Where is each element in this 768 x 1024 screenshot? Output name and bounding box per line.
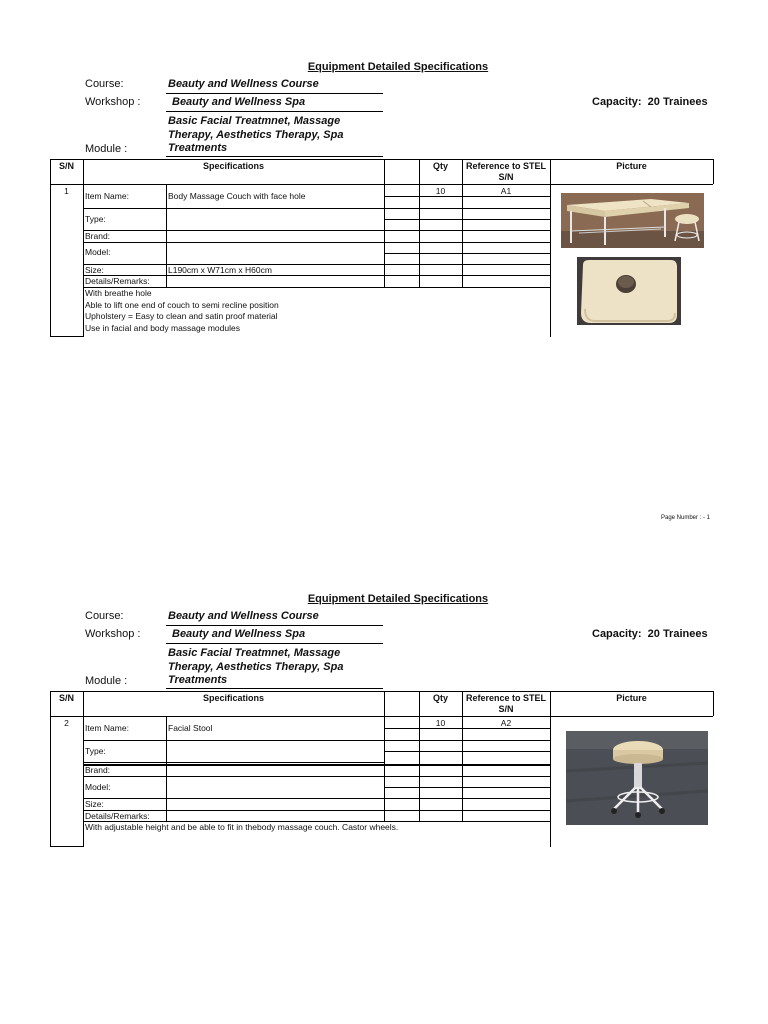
header-specifications: Specifications	[202, 161, 265, 171]
header-picture: Picture	[616, 693, 647, 703]
header-specifications: Specifications	[202, 693, 265, 703]
details-label: Details/Remarks:	[85, 276, 150, 286]
brand-label: Brand:	[85, 231, 111, 241]
item-sn: 1	[64, 186, 69, 196]
capacity-label: Capacity:	[592, 96, 642, 108]
header-reference-line: S/N	[498, 172, 514, 182]
item-name-label: Item Name:	[85, 723, 129, 733]
header-reference	[462, 161, 550, 183]
module-value	[168, 647, 343, 688]
header-reference-line: Reference to STEL	[465, 161, 547, 171]
workshop-value: Beauty and Wellness Spa	[172, 628, 306, 640]
brand-label: Brand:	[85, 765, 111, 775]
page-title: Equipment Detailed Specifications	[307, 593, 489, 605]
massage-couch-image	[561, 193, 704, 248]
header-sn: S/N	[58, 161, 74, 171]
module-line: Treatments	[168, 674, 228, 686]
details-text	[85, 288, 279, 334]
header-qty: Qty	[432, 693, 448, 703]
size-label: Size:	[85, 265, 104, 275]
capacity-label: Capacity:	[592, 628, 642, 640]
header-picture: Picture	[616, 161, 647, 171]
capacity-value: 20 Trainees	[647, 96, 708, 108]
course-underline	[166, 625, 383, 626]
size-value: L190cm x W71cm x H60cm	[168, 265, 272, 275]
workshop-value: Beauty and Wellness Spa	[172, 96, 306, 108]
capacity-value: 20 Trainees	[647, 628, 708, 640]
type-label: Type:	[85, 214, 106, 224]
type-label: Type:	[85, 746, 106, 756]
item-name-label: Item Name:	[85, 191, 129, 201]
course-value: Beauty and Wellness Course	[168, 78, 319, 90]
model-label: Model:	[85, 782, 111, 792]
module-underline	[166, 688, 383, 689]
model-label: Model:	[85, 247, 111, 257]
module-label: Module :	[85, 143, 128, 155]
facial-stool-image	[566, 731, 708, 825]
course-label: Course:	[85, 78, 124, 90]
details-line: Able to lift one end of couch to semi recline position	[85, 299, 279, 310]
module-line: Basic Facial Treatmnet, Massage	[168, 647, 341, 659]
module-line: Treatments	[168, 142, 228, 154]
item-qty: 10	[435, 186, 446, 196]
module-value	[168, 115, 343, 156]
module-line: Therapy, Aesthetics Therapy, Spa	[168, 128, 344, 141]
workshop-label: Workshop :	[85, 96, 141, 108]
capacity	[592, 96, 708, 108]
header-reference-line: Reference to STEL	[465, 693, 547, 703]
details-label: Details/Remarks:	[85, 811, 150, 821]
workshop-underline	[166, 643, 383, 644]
workshop-label: Workshop :	[85, 628, 141, 640]
item-qty: 10	[435, 718, 446, 728]
details-line: Upholstery = Easy to clean and satin proof material	[85, 311, 278, 321]
course-label: Course:	[85, 610, 124, 622]
workshop-underline	[166, 111, 383, 112]
course-underline	[166, 93, 383, 94]
item-name-value: Facial Stool	[168, 723, 213, 733]
header-qty: Qty	[432, 161, 448, 171]
details-line: With breathe hole	[85, 288, 152, 298]
details-line: With adjustable height and be able to fit in thebody massage couch. Castor wheels.	[85, 822, 399, 832]
module-label: Module :	[85, 675, 128, 687]
module-line: Basic Facial Treatmnet, Massage	[168, 115, 341, 127]
course-value: Beauty and Wellness Course	[168, 610, 319, 622]
face-hole-image	[577, 257, 681, 325]
details-line: Use in facial and body massage modules	[85, 322, 240, 333]
item-name-value: Body Massage Couch with face hole	[168, 191, 306, 201]
item-reference: A2	[500, 718, 512, 728]
item-reference: A1	[500, 186, 512, 196]
header-sn: S/N	[58, 693, 74, 703]
header-reference-line: S/N	[498, 704, 514, 714]
header-reference	[462, 693, 550, 715]
page-title: Equipment Detailed Specifications	[307, 61, 489, 73]
module-underline	[166, 156, 383, 157]
page-number: Page Number : - 1	[661, 515, 711, 521]
size-label: Size:	[85, 799, 104, 809]
module-line: Therapy, Aesthetics Therapy, Spa	[168, 660, 344, 673]
item-sn: 2	[64, 718, 69, 728]
capacity	[592, 628, 708, 640]
